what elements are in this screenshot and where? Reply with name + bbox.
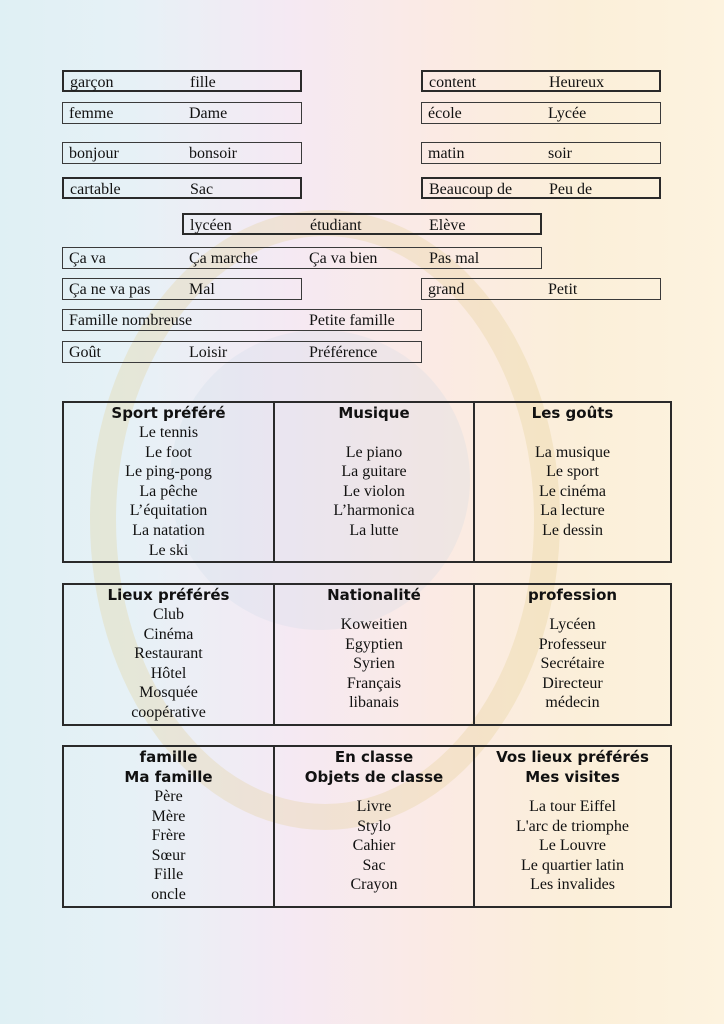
vocab-word: Goût — [69, 344, 101, 361]
column-header: Sport préféré — [111, 404, 226, 422]
list-item: médecin — [545, 694, 600, 712]
vocab-word: bonjour — [69, 145, 119, 162]
list-item: Sœur — [151, 846, 186, 864]
list-item: Les invalides — [530, 876, 615, 894]
list-item: La lutte — [349, 521, 399, 539]
list-item: Stylo — [357, 817, 391, 835]
vocab-word: Ça ne va pas — [69, 281, 151, 298]
vocab-box-lyceen — [182, 213, 542, 235]
list-item: Secrétaire — [540, 655, 605, 673]
vocab-box-ca-ne-va-pas — [62, 278, 302, 300]
list-item: libanais — [349, 694, 399, 712]
list-item: Le Louvre — [538, 837, 607, 855]
item-list — [275, 423, 473, 541]
list-item: Egyptien — [345, 635, 403, 653]
table-sports-music-tastes — [62, 401, 672, 563]
vocab-word: Ça va — [69, 250, 106, 267]
list-item: Mère — [151, 807, 186, 825]
vocab-word: Préférence — [309, 344, 378, 361]
table-places-nationality-profession — [62, 583, 672, 726]
vocab-word: Ça marche — [189, 250, 258, 267]
list-item: La lecture — [540, 502, 605, 520]
list-item: Le violon — [343, 482, 405, 500]
vocab-word: soir — [548, 145, 572, 162]
vocab-box-cartable — [62, 177, 302, 199]
vocab-box-bonjour — [62, 142, 302, 164]
vocab-word: cartable — [70, 181, 121, 198]
item-list — [475, 787, 670, 895]
vocab-word: content — [429, 74, 477, 91]
list-item: Mosquée — [139, 684, 198, 702]
list-item: Hôtel — [150, 664, 187, 682]
table-column — [473, 747, 670, 906]
list-item: Le piano — [345, 443, 403, 461]
vocab-word: Petite famille — [309, 312, 395, 329]
column-header: En classe — [334, 748, 414, 766]
vocab-box-beaucoup — [421, 177, 661, 199]
vocab-box-ecole — [421, 102, 661, 124]
list-item: Le ping-pong — [125, 463, 212, 481]
vocab-box-ca-va — [62, 247, 542, 269]
list-item: Sac — [362, 856, 386, 874]
list-item: L’équitation — [129, 502, 208, 520]
vocab-word: école — [428, 105, 462, 122]
vocab-word: Elève — [429, 217, 466, 234]
table-family-class-visits — [62, 745, 672, 908]
item-list — [475, 605, 670, 713]
column-header: famille — [139, 748, 198, 766]
list-item: Professeur — [538, 635, 607, 653]
column-header: Les goûts — [531, 404, 614, 422]
vocab-box-garcon — [62, 70, 302, 92]
list-item: La natation — [132, 521, 205, 539]
column-header: Mes visites — [525, 768, 620, 786]
list-item: Koweitien — [340, 616, 408, 633]
table-column — [64, 747, 273, 906]
list-item: La pêche — [139, 482, 198, 500]
list-item: oncle — [151, 885, 186, 903]
table-column — [64, 585, 273, 724]
list-item: Cinéma — [143, 625, 194, 643]
list-item: Livre — [356, 798, 392, 815]
list-item: Le foot — [145, 443, 192, 461]
list-item: Club — [152, 606, 185, 623]
vocab-box-gout — [62, 341, 422, 363]
list-item: Lycéen — [549, 616, 596, 633]
vocab-word: Famille nombreuse — [69, 312, 193, 329]
vocab-box-matin — [421, 142, 661, 164]
vocab-word: bonsoir — [189, 145, 237, 162]
vocab-word: Petit — [548, 281, 578, 298]
item-list — [64, 423, 273, 560]
vocab-word: Lycée — [548, 105, 587, 122]
vocab-word: Beaucoup de — [429, 181, 513, 198]
list-item: L'arc de triomphe — [515, 817, 630, 835]
list-item: Cahier — [352, 837, 396, 855]
vocab-word: étudiant — [310, 217, 362, 234]
table-column — [473, 585, 670, 724]
vocab-word: Mal — [189, 281, 215, 298]
column-header: Vos lieux préférés — [496, 748, 649, 766]
vocab-word: matin — [428, 145, 465, 162]
list-item: Le sport — [546, 463, 599, 481]
item-list — [64, 605, 273, 723]
item-list — [64, 787, 273, 905]
list-item: Le cinéma — [538, 482, 607, 500]
table-column — [64, 403, 273, 561]
vocab-box-grand — [421, 278, 661, 300]
list-item: Directeur — [542, 674, 603, 692]
item-list — [275, 787, 473, 895]
list-item: Le tennis — [138, 424, 199, 441]
item-list — [275, 605, 473, 713]
vocab-word: fille — [190, 74, 216, 91]
list-item: Crayon — [350, 876, 398, 894]
vocab-word: femme — [69, 105, 114, 122]
item-list — [475, 423, 670, 541]
list-item: L’harmonica — [333, 502, 415, 520]
vocab-box-content — [421, 70, 661, 92]
vocab-word: Peu de — [549, 181, 593, 198]
column-header: Objets de classe — [304, 768, 444, 786]
vocab-box-famille — [62, 309, 422, 331]
list-item: coopérative — [131, 703, 206, 721]
list-item: Français — [346, 674, 402, 692]
list-item: La tour Eiffel — [529, 798, 616, 815]
list-item: La musique — [534, 443, 611, 461]
column-header: Lieux préférés — [107, 586, 230, 604]
table-column — [273, 403, 473, 561]
column-header: Nationalité — [327, 586, 421, 604]
table-column — [473, 403, 670, 561]
list-item: Frère — [151, 827, 186, 845]
vocab-word: Pas mal — [429, 250, 480, 267]
vocab-word: garçon — [70, 74, 114, 91]
vocab-word: Ça va bien — [309, 250, 378, 267]
list-item: Fille — [153, 866, 184, 884]
list-item: Le ski — [148, 541, 189, 559]
list-item: Restaurant — [134, 645, 203, 663]
column-header: profession — [527, 586, 618, 604]
vocab-word: Loisir — [189, 344, 228, 361]
list-item: Le dessin — [542, 521, 603, 539]
vocab-word: grand — [428, 281, 465, 298]
list-item: La guitare — [341, 463, 407, 481]
list-item: Le quartier latin — [520, 856, 625, 874]
column-header: Ma famille — [124, 768, 213, 786]
vocab-word: Dame — [189, 105, 228, 122]
column-header: Musique — [338, 404, 410, 422]
table-column — [273, 585, 473, 724]
vocab-word: Heureux — [549, 74, 605, 91]
table-column — [273, 747, 473, 906]
list-item: Syrien — [353, 655, 395, 673]
list-item: Père — [154, 788, 183, 805]
vocab-word: lycéen — [190, 217, 232, 234]
vocab-box-femme — [62, 102, 302, 124]
vocab-word: Sac — [190, 181, 214, 198]
